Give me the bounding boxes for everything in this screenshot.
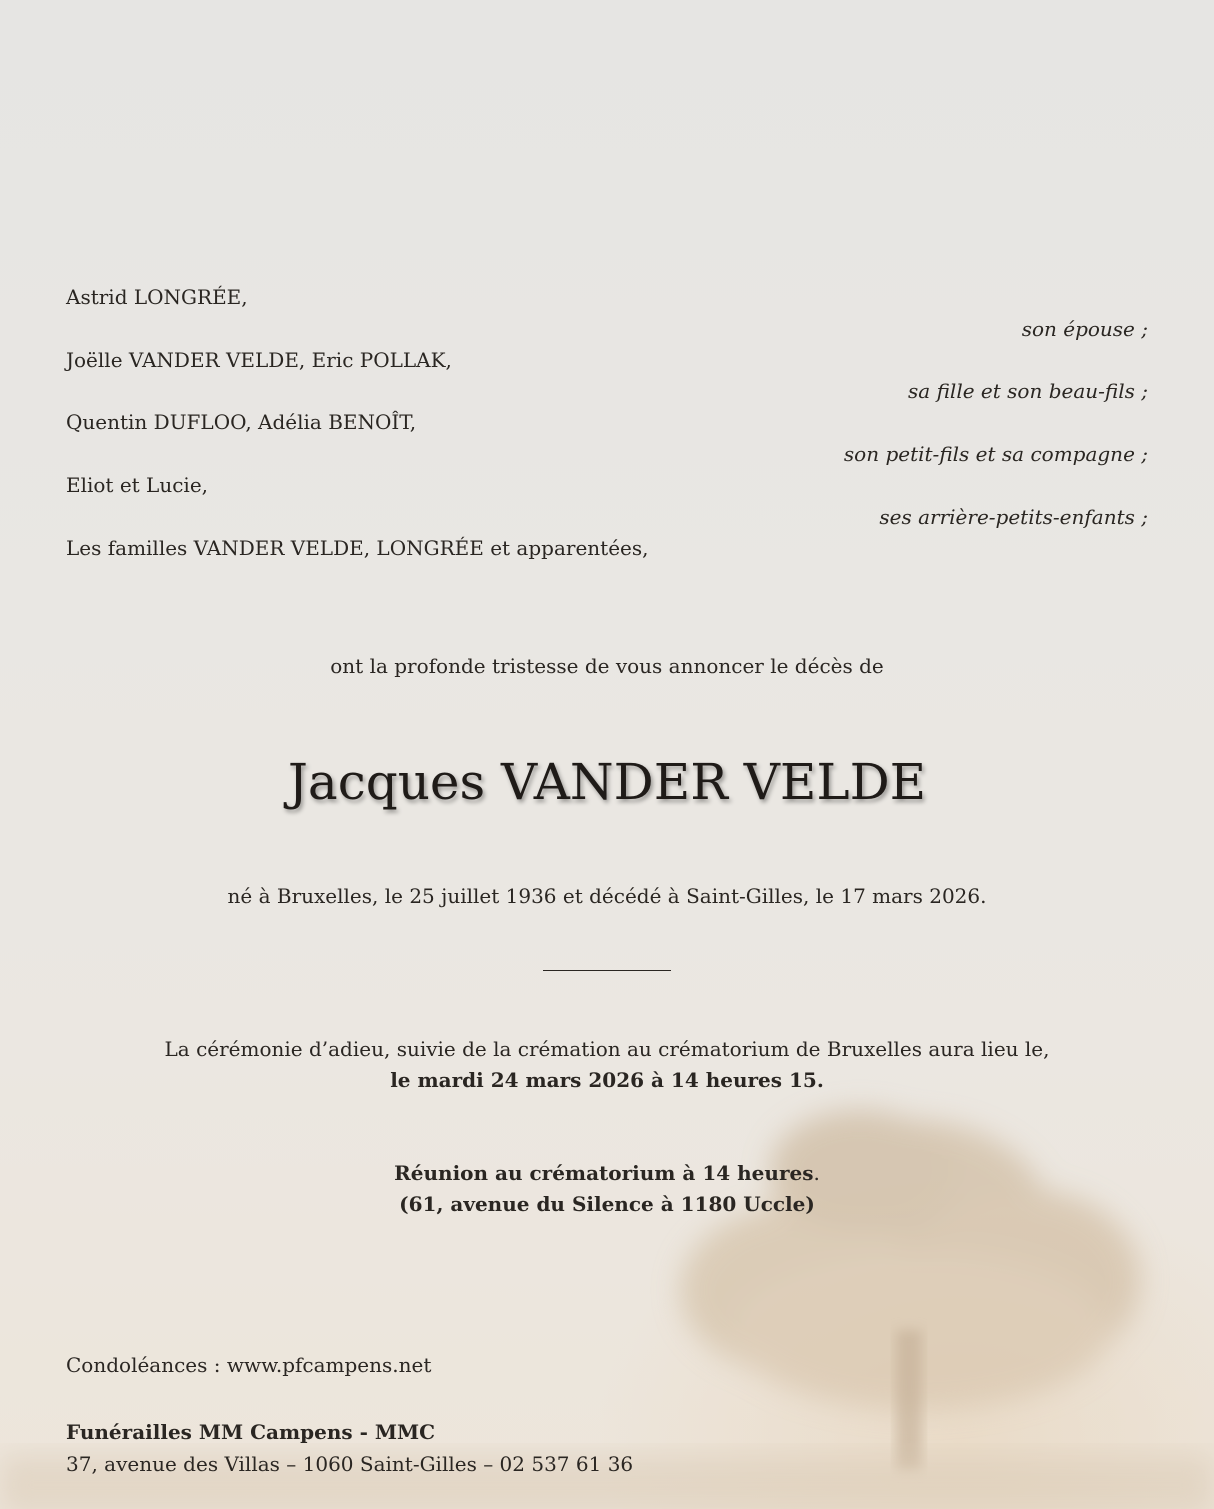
separator-line bbox=[543, 970, 671, 971]
family-names-1: Astrid LONGRÉE, bbox=[66, 285, 248, 309]
meeting-address: (61, avenue du Silence à 1180 Uccle) bbox=[399, 1192, 815, 1216]
family-relation-1: son épouse ; bbox=[1021, 317, 1148, 341]
family-names-2: Joëlle VANDER VELDE, Eric POLLAK, bbox=[66, 348, 452, 372]
family-relation-2: sa fille et son beau-fils ; bbox=[908, 379, 1148, 403]
meeting-period: . bbox=[813, 1161, 820, 1185]
family-relation-3: son petit-fils et sa compagne ; bbox=[843, 442, 1148, 466]
family-relation-4: ses arrière-petits-enfants ; bbox=[879, 505, 1148, 529]
family-names-4: Eliot et Lucie, bbox=[66, 473, 209, 497]
meeting-line-1 bbox=[0, 1161, 1214, 1185]
birth-death-text: né à Bruxelles, le 25 juillet 1936 et décédé à Saint-Gilles, le 17 mars 2026. bbox=[227, 884, 987, 908]
meeting-time: Réunion au crématorium à 14 heures bbox=[394, 1161, 814, 1185]
ceremony-line-1: La cérémonie d’adieu, suivie de la crémation au crématorium de Bruxelles aura lieu le, bbox=[164, 1037, 1050, 1061]
family-names-3: Quentin DUFLOO, Adélia BENOÎT, bbox=[66, 410, 417, 434]
deceased-name: Jacques VANDER VELDE bbox=[287, 753, 927, 811]
funeral-home-name: Funérailles MM Campens - MMC bbox=[66, 1420, 436, 1444]
condolences-link[interactable]: Condoléances : www.pfcampens.net bbox=[66, 1353, 432, 1377]
family-names-5: Les familles VANDER VELDE, LONGRÉE et apparentées, bbox=[66, 536, 649, 560]
funeral-home-address: 37, avenue des Villas – 1060 Saint-Gilles – 02 537 61 36 bbox=[66, 1452, 634, 1476]
ceremony-date: le mardi 24 mars 2026 à 14 heures 15. bbox=[390, 1068, 824, 1092]
announcement-text: ont la profonde tristesse de vous annoncer le décès de bbox=[330, 654, 884, 678]
